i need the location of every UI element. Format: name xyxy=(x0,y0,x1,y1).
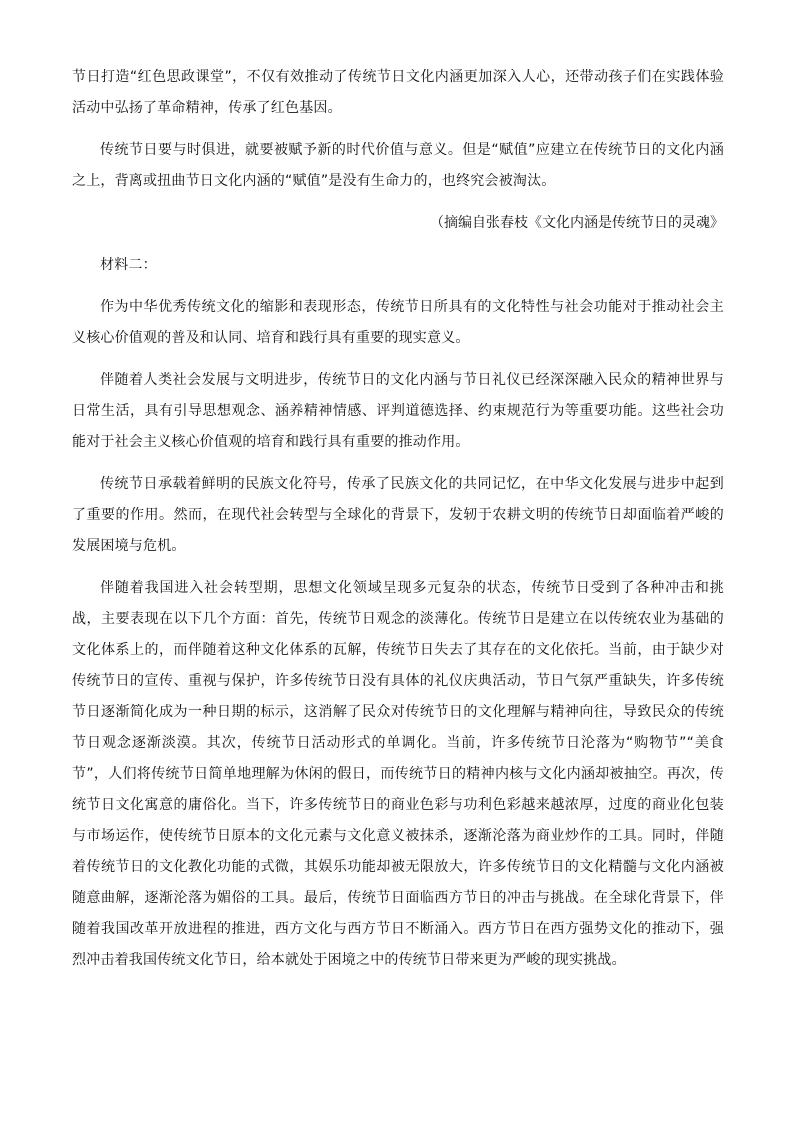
material-heading: 材料二： xyxy=(100,257,157,273)
paragraph-3: 作为中华优秀传统文化的缩影和表现形态，传统节日所具有的文化特性与社会功能对于推动社会主义核心价值观的普及和认同、培育和践行具有重要的现实意义。 xyxy=(72,299,724,346)
paragraph-2: 传统节日要与时俱进，就要被赋予新的时代价值与意义。但是“赋值”应建立在传统节日的文化内涵之上，背离或扭曲节日文化内涵的“赋值”是没有生命力的，也终究会被淘汰。 xyxy=(72,142,724,189)
paragraph-6: 伴随着我国进入社会转型期，思想文化领域呈现多元复杂的状态，传统节日受到了各种冲击和挑战，主要表现在以下几个方面：首先，传统节日观念的淡薄化。传统节日是建立在以传统农业为基础的文化体系上的，而伴随着这种文化体系的瓦解，传统节日失去了其存在的文化依托。当前，由于缺少对传统节日的宣传、重视与保护，许多传统节日没有具体的礼仪庆典活动，节日气氛严重缺失，许多传统节日逐渐简化成为一种日期的标示，这消解了民众对传统节日的文化理解与精神向往，导致民众的传统节日观念逐渐淡漠。其次，传统节日活动形式的单调化。当前，许多传统节日沦落为“购物节”“美食节”，人们将传统节日简单地理解为休闲的假日，而传统节日的精神内核与文化内涵却被抽空。再次，传统节日文化寓意的庸俗化。当下，许多传统节日的商业色彩与功利色彩越来越浓厚，过度的商业化包装与市场运作，使传统节日原本的文化元素与文化意义被抹杀，逐渐沦落为商业炒作的工具。同时，伴随着传统节日的文化教化功能的式微，其娱乐功能却被无限放大，许多传统节日的文化精髓与文化内涵被随意曲解，逐渐沦落为媚俗的工具。最后，传统节日面临西方节日的冲击与挑战。在全球化背景下，伴随着我国改革开放进程的推进，西方文化与西方节日不断涌入。西方节日在西方强势文化的推动下，强烈冲击着我国传统文化节日，给本就处于困境之中的传统节日带来更为严峻的现实挑战。 xyxy=(72,580,724,968)
paragraph-5: 传统节日承载着鲜明的民族文化符号，传承了民族文化的共同记忆，在中华文化发展与进步中起到了重要的作用。然而，在现代社会转型与全球化的背景下，发轫于农耕文明的传统节日却面临着严峻的发展困境与危机。 xyxy=(72,476,724,554)
paragraph-4: 伴随着人类社会发展与文明进步，传统节日的文化内涵与节日礼仪已经深深融入民众的精神世界与日常生活，具有引导思想观念、涵养精神情感、评判道德选择、约束规范行为等重要功能。这些社会功能对于社会主义核心价值观的培育和践行具有重要的推动作用。 xyxy=(72,372,724,450)
source-citation: （摘编自张春枝《文化内涵是传统节日的灵魂》 xyxy=(430,215,724,231)
paragraph-1: 节日打造“红色思政课堂”，不仅有效推动了传统节日文化内涵更加深入人心，还带动孩子们在实践体验活动中弘扬了革命精神，传承了红色基因。 xyxy=(72,69,724,116)
document-page xyxy=(72,62,724,976)
